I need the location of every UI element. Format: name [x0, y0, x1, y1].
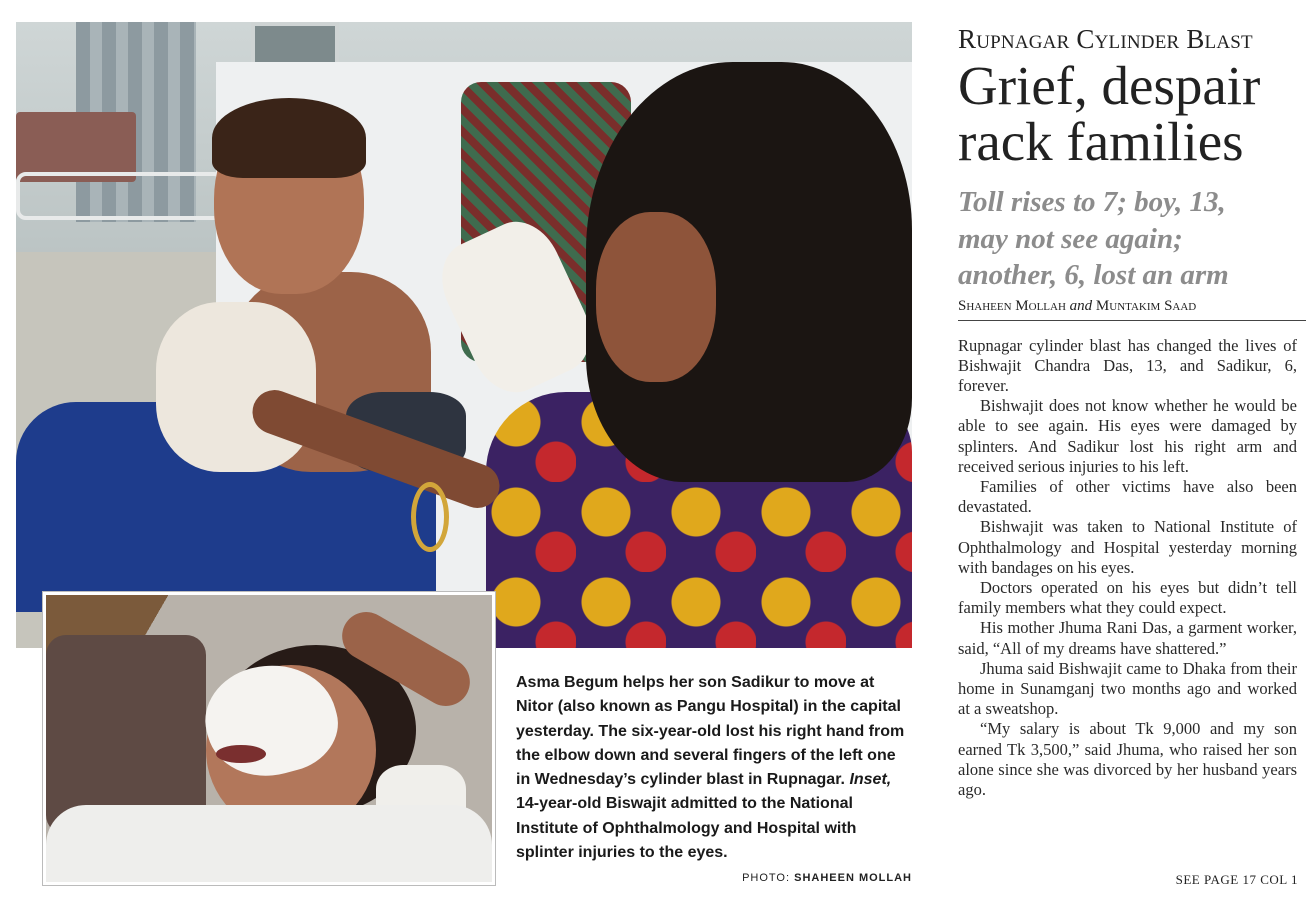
mother-face [596, 212, 716, 382]
boy-hair [212, 98, 366, 178]
photo-credit [620, 872, 912, 884]
caption-text: Asma Begum helps her son Sadikur to move at Nitor (also known as Pangu Hospital) in the capital yesterday. The six-year-old lost his right hand from the elbow down and several fingers of the left one in Wednesday’s cylinder blast in Rupnagar. [516, 674, 905, 789]
credit-label: PHOTO: [742, 872, 791, 884]
headline: Grief, despair rack families [958, 55, 1261, 172]
paragraph: His mother Jhuma Rani Das, a garment worker, said, “All of my dreams have shattered.” [958, 618, 1297, 658]
bandaged-arm [156, 302, 316, 472]
paragraph: Families of other victims have also been devastated. [958, 476, 1297, 517]
bed-rail [16, 172, 224, 220]
main-photo [16, 22, 912, 648]
inset-bedsheet [46, 805, 492, 885]
paragraph: Rupnagar cylinder blast has changed the lives of Bishwajit Chandra Das, 13, and Sadikur, 6, forever. [958, 335, 1297, 395]
story-column [958, 24, 1298, 800]
credit-name: SHAHEEN MOLLAH [794, 872, 912, 884]
inset-photo [43, 592, 495, 885]
photo-caption [516, 671, 908, 865]
inset-mouth [216, 745, 266, 763]
deck-subheadline: Toll rises to 7; boy, 13, may not see again; another, 6, lost an arm [958, 186, 1229, 291]
caption-inset-label: Inset, [849, 771, 892, 789]
paragraph: Jhuma said Bishwajit came to Dhaka from their home in Sunamganj two months ago and worked at a sweatshop. [958, 658, 1297, 719]
article-body [958, 336, 1297, 801]
paragraph: Bishwajit was taken to National Institute of Ophthalmology and Hospital yesterday morning with bandages on his eyes. [958, 517, 1297, 577]
gold-bangle [411, 482, 449, 552]
continued-jump-line: SEE PAGE 17 COL 1 [1175, 872, 1298, 887]
byline-author-2: Muntakim Saad [1095, 297, 1197, 314]
caption-inset-text: 14-year-old Biswajit admitted to the National Institute of Ophthalmology and Hospital with splinter injuries to the eyes. [516, 795, 857, 862]
byline-author-1: Shaheen Mollah [958, 297, 1066, 314]
byline [958, 298, 1306, 321]
paragraph: “My salary is about Tk 9,000 and my son earned Tk 3,500,” said Jhuma, who raised her son alone since she was divorced by her husband years ago. [958, 719, 1297, 799]
paragraph: Doctors operated on his eyes but didn’t tell family members what they could expect. [958, 577, 1297, 618]
paragraph: Bishwajit does not know whether he would be able to see again. His eyes were damaged by splinters. And Sadikur lost his right arm and received serious injuries to his left. [958, 396, 1297, 476]
story-kicker: Rupnagar Cylinder Blast [958, 24, 1253, 54]
byline-connector: and [1069, 297, 1093, 314]
